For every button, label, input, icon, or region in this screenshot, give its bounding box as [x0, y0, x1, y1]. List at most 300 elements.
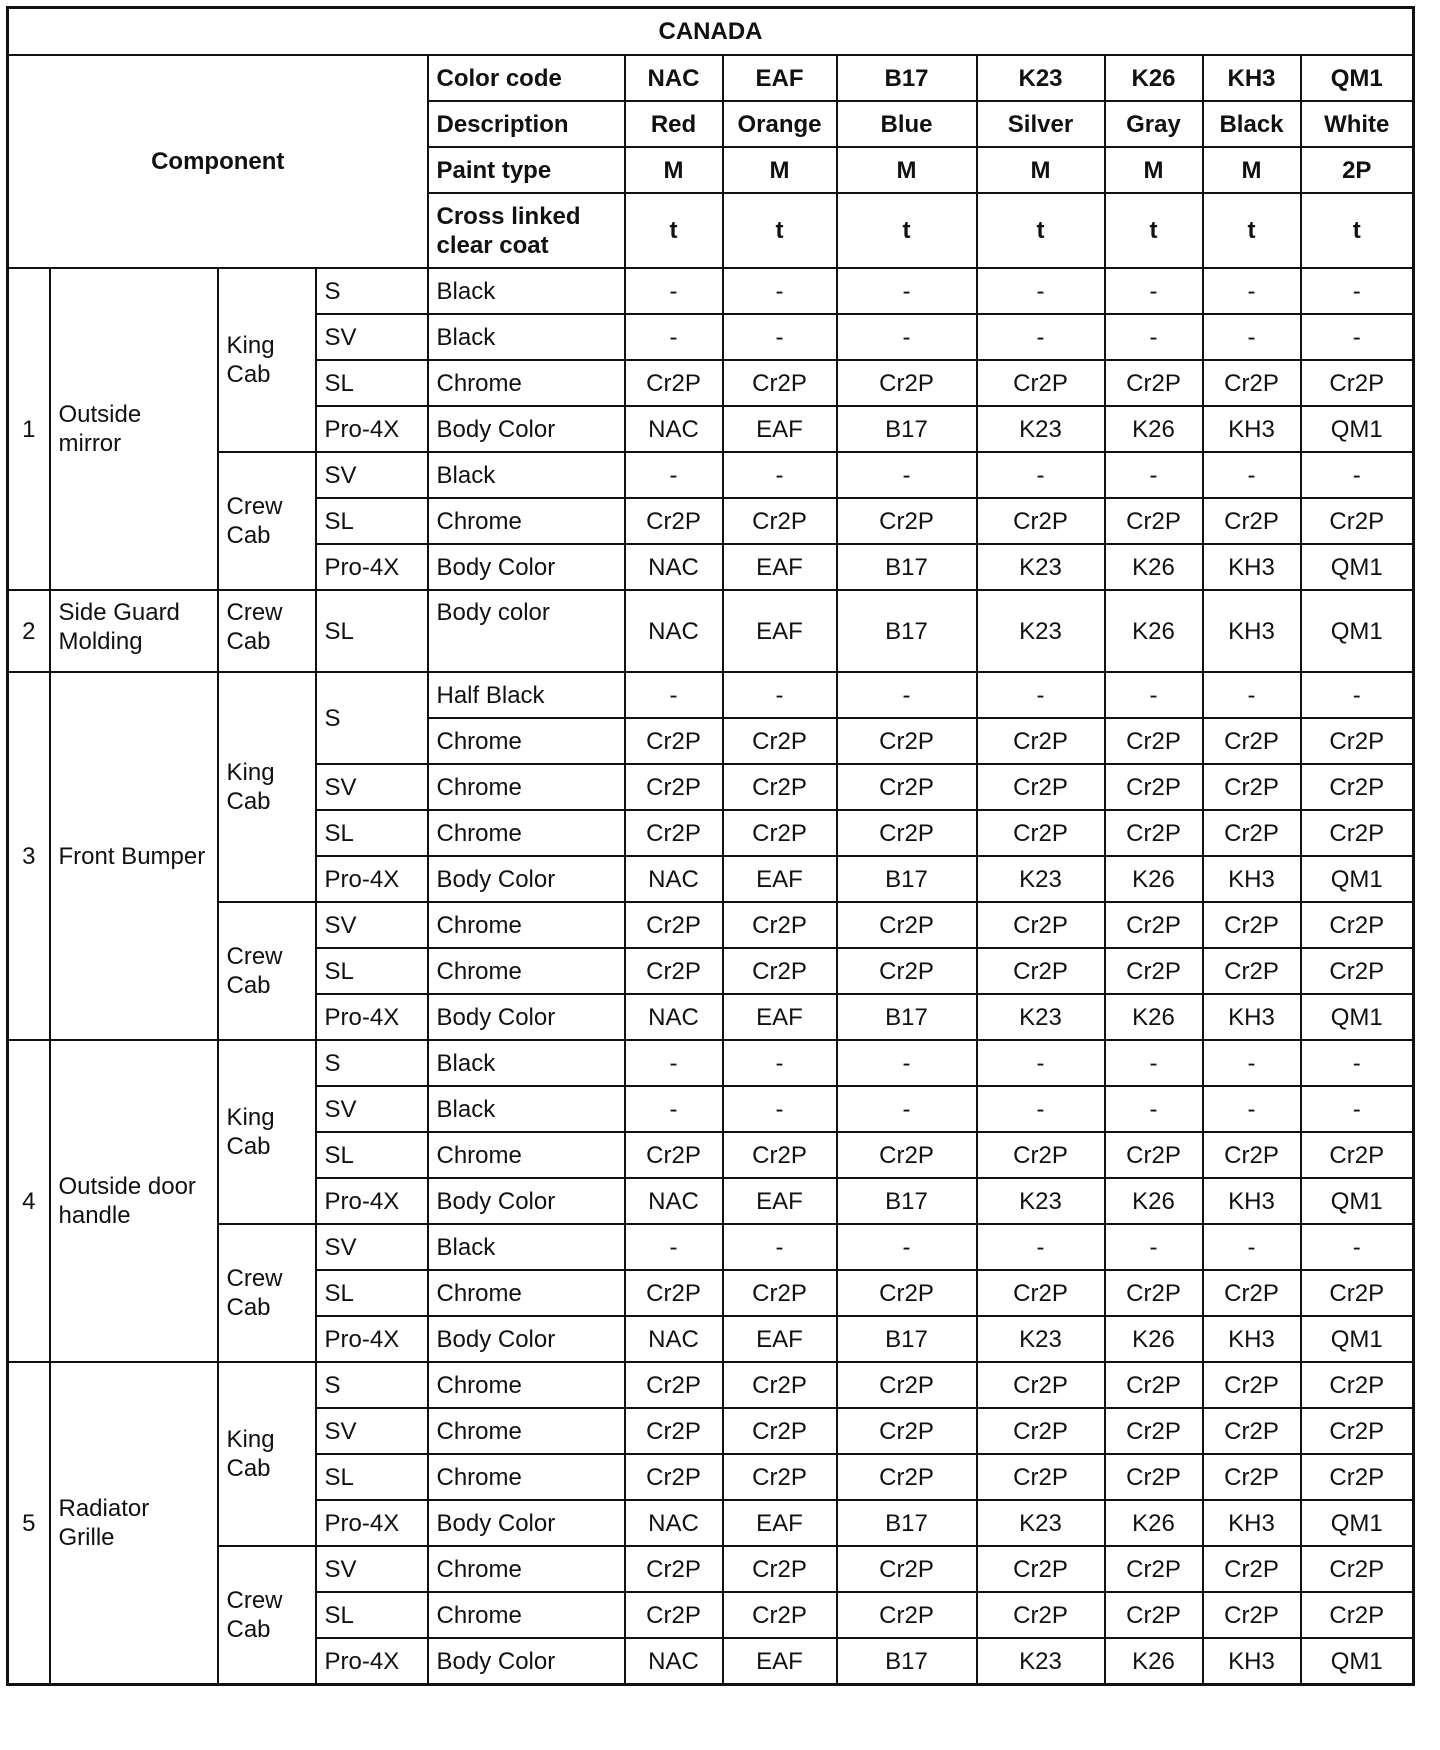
grade: SL: [316, 498, 428, 544]
color-value: Cr2P: [1301, 718, 1414, 764]
header-value: t: [1301, 193, 1414, 268]
color-value: Cr2P: [1203, 718, 1301, 764]
color-value: -: [723, 1224, 837, 1270]
table-row: [8, 268, 1414, 314]
color-value: Cr2P: [625, 1546, 723, 1592]
color-value: NAC: [625, 1178, 723, 1224]
finish: Chrome: [428, 1454, 625, 1500]
finish: Black: [428, 314, 625, 360]
color-value: Cr2P: [723, 1546, 837, 1592]
color-value: -: [723, 1086, 837, 1132]
color-value: -: [837, 672, 977, 718]
finish: Chrome: [428, 1408, 625, 1454]
color-value: Cr2P: [837, 360, 977, 406]
color-value: Cr2P: [1203, 764, 1301, 810]
color-value: -: [1203, 1086, 1301, 1132]
color-value: KH3: [1203, 544, 1301, 590]
color-value: Cr2P: [837, 1270, 977, 1316]
color-value: EAF: [723, 994, 837, 1040]
color-value: Cr2P: [625, 718, 723, 764]
color-value: B17: [837, 406, 977, 452]
table-row: [8, 1546, 1414, 1592]
color-value: B17: [837, 1500, 977, 1546]
color-value: -: [1301, 1224, 1414, 1270]
component-name: Side Guard Molding: [50, 590, 218, 672]
finish: Chrome: [428, 360, 625, 406]
color-value: Cr2P: [1105, 718, 1203, 764]
color-value: EAF: [723, 1178, 837, 1224]
finish: Chrome: [428, 948, 625, 994]
table-row: [8, 590, 1414, 672]
color-value: EAF: [723, 856, 837, 902]
color-value: KH3: [1203, 1500, 1301, 1546]
table-row: [8, 672, 1414, 718]
cab-type: Crew Cab: [218, 452, 316, 590]
header-value: B17: [837, 55, 977, 101]
color-value: KH3: [1203, 1638, 1301, 1685]
color-value: Cr2P: [1203, 948, 1301, 994]
header-value: EAF: [723, 55, 837, 101]
color-value: Cr2P: [1105, 764, 1203, 810]
color-value: -: [1301, 1040, 1414, 1086]
color-value: -: [1105, 1224, 1203, 1270]
color-value: K26: [1105, 1638, 1203, 1685]
color-value: -: [977, 672, 1105, 718]
cab-type: Crew Cab: [218, 590, 316, 672]
color-value: Cr2P: [625, 810, 723, 856]
color-value: -: [723, 672, 837, 718]
color-value: Cr2P: [625, 902, 723, 948]
grade: SV: [316, 314, 428, 360]
finish: Chrome: [428, 718, 625, 764]
color-value: Cr2P: [1203, 810, 1301, 856]
canada-color-table-wrapper: [6, 6, 1415, 1686]
header-value: Black: [1203, 101, 1301, 147]
component-name: Outside mirror: [50, 268, 218, 590]
color-value: K26: [1105, 1316, 1203, 1362]
color-value: Cr2P: [723, 902, 837, 948]
finish: Chrome: [428, 1546, 625, 1592]
color-value: Cr2P: [977, 1132, 1105, 1178]
color-value: B17: [837, 1638, 977, 1685]
color-value: QM1: [1301, 1638, 1414, 1685]
finish: Black: [428, 268, 625, 314]
grade: Pro-4X: [316, 406, 428, 452]
header-value: M: [837, 147, 977, 193]
color-value: K26: [1105, 544, 1203, 590]
header-row: [8, 55, 1414, 101]
finish: Chrome: [428, 1362, 625, 1408]
color-value: QM1: [1301, 856, 1414, 902]
color-value: K23: [977, 590, 1105, 672]
color-value: Cr2P: [1301, 498, 1414, 544]
color-value: KH3: [1203, 406, 1301, 452]
canada-color-table: [6, 6, 1415, 1686]
grade: Pro-4X: [316, 1178, 428, 1224]
color-value: -: [977, 1040, 1105, 1086]
color-value: Cr2P: [1203, 360, 1301, 406]
color-value: Cr2P: [625, 1270, 723, 1316]
color-value: Cr2P: [1203, 1362, 1301, 1408]
color-value: -: [977, 1224, 1105, 1270]
header-value: M: [723, 147, 837, 193]
color-value: B17: [837, 544, 977, 590]
grade: S: [316, 268, 428, 314]
color-value: K23: [977, 1316, 1105, 1362]
color-value: -: [723, 452, 837, 498]
component-number: 3: [8, 672, 50, 1040]
cab-type: King Cab: [218, 268, 316, 452]
color-value: K26: [1105, 994, 1203, 1040]
color-value: KH3: [1203, 994, 1301, 1040]
header-value: Orange: [723, 101, 837, 147]
color-value: NAC: [625, 406, 723, 452]
color-value: Cr2P: [1301, 764, 1414, 810]
color-value: Cr2P: [625, 498, 723, 544]
color-value: B17: [837, 1178, 977, 1224]
color-value: Cr2P: [1203, 1408, 1301, 1454]
color-value: Cr2P: [625, 764, 723, 810]
color-value: Cr2P: [1301, 1362, 1414, 1408]
color-value: Cr2P: [1301, 1454, 1414, 1500]
grade: SL: [316, 1454, 428, 1500]
color-value: Cr2P: [723, 810, 837, 856]
header-value: K23: [977, 55, 1105, 101]
finish: Body Color: [428, 1638, 625, 1685]
color-value: Cr2P: [625, 360, 723, 406]
finish: Body color: [428, 590, 625, 672]
component-name: Outside door handle: [50, 1040, 218, 1362]
color-value: Cr2P: [977, 948, 1105, 994]
component-number: 4: [8, 1040, 50, 1362]
color-value: Cr2P: [1105, 1454, 1203, 1500]
header-value: t: [977, 193, 1105, 268]
finish: Chrome: [428, 1270, 625, 1316]
color-value: Cr2P: [723, 1454, 837, 1500]
cab-type: King Cab: [218, 672, 316, 902]
color-value: Cr2P: [1105, 902, 1203, 948]
color-value: K26: [1105, 1178, 1203, 1224]
color-value: Cr2P: [723, 360, 837, 406]
color-value: Cr2P: [723, 718, 837, 764]
finish: Black: [428, 452, 625, 498]
color-value: Cr2P: [1301, 902, 1414, 948]
color-value: Cr2P: [1301, 1546, 1414, 1592]
header-value: t: [837, 193, 977, 268]
table-row: [8, 1362, 1414, 1408]
color-value: Cr2P: [625, 1454, 723, 1500]
color-value: B17: [837, 1316, 977, 1362]
color-value: KH3: [1203, 590, 1301, 672]
color-value: Cr2P: [723, 1362, 837, 1408]
color-value: Cr2P: [837, 1362, 977, 1408]
color-value: Cr2P: [837, 1546, 977, 1592]
color-value: -: [1203, 452, 1301, 498]
color-value: -: [1203, 1040, 1301, 1086]
color-value: Cr2P: [977, 1592, 1105, 1638]
color-value: Cr2P: [723, 498, 837, 544]
grade: SL: [316, 1132, 428, 1178]
color-value: Cr2P: [625, 948, 723, 994]
color-value: -: [723, 1040, 837, 1086]
finish: Chrome: [428, 902, 625, 948]
grade: SV: [316, 1546, 428, 1592]
grade: Pro-4X: [316, 1500, 428, 1546]
color-value: K23: [977, 1500, 1105, 1546]
grade: Pro-4X: [316, 1638, 428, 1685]
color-value: Cr2P: [1203, 1454, 1301, 1500]
color-value: Cr2P: [723, 1132, 837, 1178]
grade: S: [316, 672, 428, 764]
component-name: Radiator Grille: [50, 1362, 218, 1685]
grade: SL: [316, 810, 428, 856]
cab-type: Crew Cab: [218, 902, 316, 1040]
color-value: -: [837, 452, 977, 498]
finish: Body Color: [428, 856, 625, 902]
color-value: Cr2P: [1105, 948, 1203, 994]
header-value: KH3: [1203, 55, 1301, 101]
color-value: QM1: [1301, 544, 1414, 590]
color-value: NAC: [625, 1638, 723, 1685]
header-value: Red: [625, 101, 723, 147]
header-value: t: [625, 193, 723, 268]
finish: Black: [428, 1224, 625, 1270]
color-value: Cr2P: [1105, 810, 1203, 856]
color-value: Cr2P: [1105, 1546, 1203, 1592]
color-value: NAC: [625, 994, 723, 1040]
color-value: Cr2P: [723, 764, 837, 810]
color-value: Cr2P: [1203, 902, 1301, 948]
color-value: -: [1301, 314, 1414, 360]
header-value: M: [1105, 147, 1203, 193]
color-value: Cr2P: [723, 948, 837, 994]
color-value: -: [1105, 314, 1203, 360]
color-value: Cr2P: [1105, 1408, 1203, 1454]
color-value: B17: [837, 590, 977, 672]
color-value: NAC: [625, 590, 723, 672]
component-header: Component: [8, 55, 428, 268]
color-value: QM1: [1301, 1500, 1414, 1546]
color-value: EAF: [723, 544, 837, 590]
color-value: EAF: [723, 1316, 837, 1362]
grade: SL: [316, 1270, 428, 1316]
header-value: M: [977, 147, 1105, 193]
color-value: Cr2P: [837, 764, 977, 810]
color-value: -: [1105, 672, 1203, 718]
header-value: t: [723, 193, 837, 268]
color-value: Cr2P: [1105, 1592, 1203, 1638]
finish: Half Black: [428, 672, 625, 718]
color-value: K23: [977, 1638, 1105, 1685]
header-value: White: [1301, 101, 1414, 147]
color-value: EAF: [723, 590, 837, 672]
header-value: M: [625, 147, 723, 193]
color-value: Cr2P: [625, 1408, 723, 1454]
grade: SL: [316, 1592, 428, 1638]
color-value: -: [625, 1086, 723, 1132]
header-value: NAC: [625, 55, 723, 101]
color-value: -: [977, 268, 1105, 314]
color-value: Cr2P: [837, 718, 977, 764]
color-value: Cr2P: [625, 1362, 723, 1408]
color-value: Cr2P: [1301, 810, 1414, 856]
header-label: Cross linked clear coat: [428, 193, 625, 268]
color-value: Cr2P: [723, 1592, 837, 1638]
color-value: -: [625, 672, 723, 718]
color-value: EAF: [723, 1500, 837, 1546]
header-value: t: [1203, 193, 1301, 268]
component-name: Front Bumper: [50, 672, 218, 1040]
color-value: QM1: [1301, 1178, 1414, 1224]
color-value: EAF: [723, 1638, 837, 1685]
color-value: QM1: [1301, 590, 1414, 672]
color-value: -: [1105, 452, 1203, 498]
color-value: K23: [977, 1178, 1105, 1224]
cab-type: Crew Cab: [218, 1546, 316, 1685]
color-value: -: [1203, 314, 1301, 360]
color-value: Cr2P: [977, 810, 1105, 856]
color-value: Cr2P: [1203, 1546, 1301, 1592]
color-value: -: [1105, 1040, 1203, 1086]
color-value: -: [837, 314, 977, 360]
color-value: Cr2P: [1203, 1270, 1301, 1316]
color-value: -: [723, 268, 837, 314]
header-value: t: [1105, 193, 1203, 268]
color-value: Cr2P: [837, 1132, 977, 1178]
finish: Chrome: [428, 810, 625, 856]
color-value: -: [837, 268, 977, 314]
finish: Chrome: [428, 1592, 625, 1638]
color-value: NAC: [625, 856, 723, 902]
color-value: -: [1301, 672, 1414, 718]
table-row: [8, 452, 1414, 498]
color-value: Cr2P: [837, 498, 977, 544]
header-label: Color code: [428, 55, 625, 101]
cab-type: King Cab: [218, 1362, 316, 1546]
header-value: K26: [1105, 55, 1203, 101]
color-value: -: [1203, 268, 1301, 314]
cab-type: Crew Cab: [218, 1224, 316, 1362]
header-value: Silver: [977, 101, 1105, 147]
grade: SV: [316, 1224, 428, 1270]
color-value: Cr2P: [1301, 1270, 1414, 1316]
table-body: [8, 8, 1414, 1685]
color-value: Cr2P: [977, 1454, 1105, 1500]
color-value: KH3: [1203, 1178, 1301, 1224]
finish: Chrome: [428, 1132, 625, 1178]
color-value: Cr2P: [837, 1454, 977, 1500]
color-value: K23: [977, 406, 1105, 452]
grade: Pro-4X: [316, 544, 428, 590]
color-value: K23: [977, 856, 1105, 902]
color-value: Cr2P: [1203, 1592, 1301, 1638]
color-value: NAC: [625, 544, 723, 590]
color-value: Cr2P: [1301, 1592, 1414, 1638]
color-value: Cr2P: [1105, 1362, 1203, 1408]
table-title: CANADA: [8, 8, 1414, 56]
title-row: [8, 8, 1414, 56]
grade: SV: [316, 902, 428, 948]
color-value: Cr2P: [977, 1270, 1105, 1316]
finish: Chrome: [428, 764, 625, 810]
color-value: -: [625, 1224, 723, 1270]
grade: S: [316, 1362, 428, 1408]
finish: Body Color: [428, 1316, 625, 1362]
component-number: 2: [8, 590, 50, 672]
color-value: B17: [837, 856, 977, 902]
color-value: K23: [977, 994, 1105, 1040]
grade: SL: [316, 948, 428, 994]
color-value: QM1: [1301, 406, 1414, 452]
color-value: Cr2P: [837, 1408, 977, 1454]
color-value: Cr2P: [977, 1362, 1105, 1408]
color-value: -: [977, 1086, 1105, 1132]
color-value: Cr2P: [625, 1132, 723, 1178]
color-value: -: [1105, 268, 1203, 314]
color-value: Cr2P: [977, 902, 1105, 948]
color-value: Cr2P: [1105, 1270, 1203, 1316]
color-value: NAC: [625, 1500, 723, 1546]
color-value: Cr2P: [977, 498, 1105, 544]
header-value: 2P: [1301, 147, 1414, 193]
color-value: -: [1301, 452, 1414, 498]
finish: Body Color: [428, 406, 625, 452]
color-value: Cr2P: [1301, 1132, 1414, 1178]
header-value: M: [1203, 147, 1301, 193]
table-row: [8, 1040, 1414, 1086]
color-value: Cr2P: [1301, 1408, 1414, 1454]
color-value: -: [625, 314, 723, 360]
finish: Chrome: [428, 498, 625, 544]
finish: Body Color: [428, 1178, 625, 1224]
color-value: Cr2P: [977, 360, 1105, 406]
color-value: Cr2P: [1105, 498, 1203, 544]
grade: SV: [316, 1086, 428, 1132]
grade: Pro-4X: [316, 856, 428, 902]
color-value: K26: [1105, 406, 1203, 452]
color-value: QM1: [1301, 994, 1414, 1040]
color-value: K26: [1105, 856, 1203, 902]
component-number: 1: [8, 268, 50, 590]
color-value: Cr2P: [977, 718, 1105, 764]
grade: SL: [316, 360, 428, 406]
color-value: Cr2P: [977, 764, 1105, 810]
color-value: Cr2P: [1105, 360, 1203, 406]
grade: SL: [316, 590, 428, 672]
color-value: Cr2P: [1203, 498, 1301, 544]
finish: Body Color: [428, 994, 625, 1040]
color-value: QM1: [1301, 1316, 1414, 1362]
color-value: Cr2P: [837, 1592, 977, 1638]
color-value: Cr2P: [723, 1408, 837, 1454]
color-value: -: [625, 1040, 723, 1086]
color-value: -: [625, 452, 723, 498]
grade: SV: [316, 1408, 428, 1454]
component-number: 5: [8, 1362, 50, 1685]
color-value: K26: [1105, 1500, 1203, 1546]
color-value: Cr2P: [1301, 360, 1414, 406]
color-value: B17: [837, 994, 977, 1040]
grade: SV: [316, 452, 428, 498]
header-value: Blue: [837, 101, 977, 147]
color-value: -: [977, 314, 1105, 360]
table-row: [8, 902, 1414, 948]
color-value: -: [977, 452, 1105, 498]
grade: Pro-4X: [316, 994, 428, 1040]
color-value: -: [1301, 1086, 1414, 1132]
color-value: -: [1203, 672, 1301, 718]
color-value: -: [1203, 1224, 1301, 1270]
